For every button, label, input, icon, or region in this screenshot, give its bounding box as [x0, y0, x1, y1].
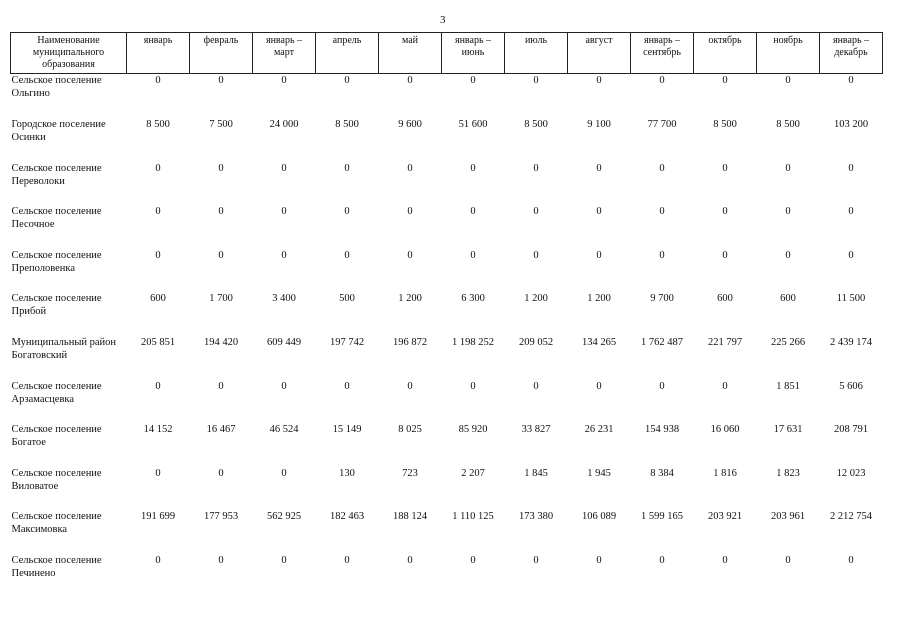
- table-row: [11, 467, 883, 511]
- table-cell-value: 0: [533, 162, 539, 174]
- table-cell-value: 15 149: [332, 424, 362, 436]
- table-cell-value: 0: [281, 467, 287, 479]
- table-cell-value: 0: [218, 206, 224, 218]
- table-cell-value: 0: [659, 75, 665, 86]
- table-cell-value: 6 300: [461, 293, 485, 305]
- table-row: [11, 205, 883, 249]
- table-cell-value: 0: [407, 380, 413, 392]
- table-cell-value: 205 851: [140, 336, 176, 348]
- table-cell-value: 0: [155, 380, 161, 392]
- table-cell-value: 0: [470, 162, 476, 174]
- municipality-name: Сельское поселение Переволоки: [11, 162, 102, 187]
- table-cell-value: 0: [848, 75, 854, 86]
- column-header-month: апрель: [316, 33, 379, 74]
- table-cell-value: 173 380: [518, 511, 554, 523]
- table-cell-value: 8 500: [713, 119, 737, 130]
- table-cell-value: 134 265: [581, 336, 617, 348]
- table-cell-value: 103 200: [833, 119, 869, 130]
- table-cell-value: 0: [407, 162, 413, 174]
- table-cell-value: 0: [659, 206, 665, 218]
- column-header-month: январь: [127, 33, 190, 74]
- table-cell-value: 0: [722, 249, 728, 261]
- municipality-name: Городское поселение Осинки: [11, 119, 106, 143]
- table-cell-value: 0: [155, 467, 161, 479]
- column-header-month: ноябрь: [757, 33, 820, 74]
- table-row: [11, 249, 883, 293]
- table-row: [11, 292, 883, 336]
- table-cell-value: 0: [155, 206, 161, 218]
- table-cell-value: 1 200: [398, 293, 422, 305]
- table-cell-value: 0: [470, 380, 476, 392]
- table-cell-value: 0: [155, 75, 161, 86]
- column-header-month: июль: [505, 33, 568, 74]
- table-cell-value: 0: [344, 249, 350, 261]
- municipality-name: Сельское поселение Богатое: [11, 424, 102, 449]
- table-cell-value: 0: [659, 249, 665, 261]
- table-cell-value: 182 463: [329, 511, 365, 523]
- table-cell-value: 197 742: [329, 336, 365, 348]
- table-cell-value: 0: [470, 249, 476, 261]
- table-cell-value: 0: [281, 249, 287, 261]
- table-cell-value: 194 420: [203, 336, 239, 348]
- table-cell-value: 1 599 165: [641, 511, 683, 523]
- table-cell-value: 0: [722, 162, 728, 174]
- table-cell-value: 12 023: [836, 467, 866, 479]
- table-cell-value: 51 600: [458, 119, 488, 130]
- table-cell-value: 0: [785, 75, 791, 86]
- table-cell-value: 9 100: [587, 119, 611, 130]
- table-cell-value: 7 500: [209, 119, 233, 130]
- table-cell-value: 8 500: [524, 119, 548, 130]
- table-row: [11, 380, 883, 424]
- table-cell-value: 1 816: [713, 467, 737, 479]
- table-cell-value: 609 449: [266, 336, 302, 348]
- table-cell-value: 0: [533, 75, 539, 86]
- table-cell-value: 0: [155, 162, 161, 174]
- table-cell-value: 0: [218, 554, 224, 566]
- table-cell-value: 0: [533, 380, 539, 392]
- table-row: [11, 336, 883, 380]
- table-cell-value: 0: [344, 75, 350, 86]
- table-cell-value: 0: [407, 75, 413, 86]
- table-cell-value: 221 797: [707, 336, 743, 348]
- table-cell-value: 0: [470, 75, 476, 86]
- table-cell-value: 0: [659, 380, 665, 392]
- municipality-name: Сельское поселение Виловатое: [11, 467, 102, 492]
- table-cell-value: 177 953: [203, 511, 239, 523]
- table-cell-value: 24 000: [269, 119, 299, 130]
- table-cell-value: 0: [344, 380, 350, 392]
- table-cell-value: 1 945: [587, 467, 611, 479]
- table-cell-value: 0: [848, 206, 854, 218]
- table-cell-value: 0: [533, 249, 539, 261]
- table-cell-value: 0: [659, 162, 665, 174]
- table-cell-value: 16 467: [206, 424, 236, 436]
- table-cell-value: 0: [596, 554, 602, 566]
- table-cell-value: 154 938: [644, 424, 680, 436]
- table-cell-value: 0: [533, 554, 539, 566]
- table-cell-value: 1 198 252: [452, 336, 494, 348]
- table-cell-value: 0: [218, 249, 224, 261]
- table-cell-value: 8 025: [398, 424, 422, 436]
- table-cell-value: 0: [659, 554, 665, 566]
- table-cell-value: 0: [155, 249, 161, 261]
- table-cell-value: 2 212 754: [830, 511, 872, 523]
- table-cell-value: 0: [218, 467, 224, 479]
- municipality-name: Сельское поселение Печинено: [11, 554, 102, 579]
- table-cell-value: 562 925: [266, 511, 302, 523]
- table-cell-value: 8 500: [335, 119, 359, 130]
- table-cell-value: 8 500: [776, 119, 800, 130]
- table-cell-value: 1 851: [776, 380, 800, 392]
- table-cell-value: 26 231: [584, 424, 614, 436]
- municipality-name: Сельское поселение Прибой: [11, 293, 102, 318]
- table-cell-value: 11 500: [836, 293, 866, 305]
- table-cell-value: 106 089: [581, 511, 617, 523]
- table-cell-value: 0: [407, 206, 413, 218]
- table-cell-value: 600: [717, 293, 733, 305]
- column-header-month: август: [568, 33, 631, 74]
- table-cell-value: 0: [722, 380, 728, 392]
- column-header-month: май: [379, 33, 442, 74]
- table-cell-value: 1 200: [587, 293, 611, 305]
- table-cell-value: 0: [596, 206, 602, 218]
- table-cell-value: 1 845: [524, 467, 548, 479]
- table-cell-value: 17 631: [773, 424, 803, 436]
- table-cell-value: 5 606: [839, 380, 863, 392]
- table-cell-value: 0: [344, 554, 350, 566]
- table-cell-value: 0: [785, 206, 791, 218]
- table-cell-value: 225 266: [770, 336, 806, 348]
- table-cell-value: 209 052: [518, 336, 554, 348]
- table-cell-value: 0: [848, 249, 854, 261]
- table-cell-value: 0: [470, 206, 476, 218]
- column-header-month: январь – июнь: [442, 33, 505, 74]
- municipality-name: Сельское поселение Песочное: [11, 206, 102, 231]
- table-cell-value: 0: [596, 249, 602, 261]
- table-cell-value: 208 791: [833, 424, 869, 436]
- table-cell-value: 0: [722, 206, 728, 218]
- municipality-name: Сельское поселение Арзамасцевка: [11, 380, 102, 405]
- table-cell-value: 0: [218, 380, 224, 392]
- table-cell-value: 0: [848, 162, 854, 174]
- municipality-name: Сельское поселение Ольгино: [11, 75, 102, 99]
- table-cell-value: 500: [339, 293, 355, 305]
- table-cell-value: 0: [596, 162, 602, 174]
- column-header-name: Наименование муниципального образования: [11, 33, 127, 74]
- table-body: [11, 74, 883, 598]
- table-cell-value: 1 110 125: [452, 511, 494, 523]
- table-cell-value: 0: [785, 249, 791, 261]
- column-header-month: январь – сентябрь: [631, 33, 694, 74]
- table-header-row: [11, 33, 883, 74]
- table-cell-value: 723: [402, 467, 418, 479]
- table-cell-value: 0: [218, 75, 224, 86]
- table-cell-value: 0: [281, 380, 287, 392]
- municipality-name: Муниципальный район Богатовский: [11, 336, 117, 361]
- table-cell-value: 600: [150, 293, 166, 305]
- table-cell-value: 1 762 487: [641, 336, 683, 348]
- table-row: [11, 118, 883, 162]
- table-row: [11, 74, 883, 119]
- table-cell-value: 16 060: [710, 424, 740, 436]
- table-cell-value: 77 700: [647, 119, 677, 130]
- table-cell-value: 0: [281, 206, 287, 218]
- table-cell-value: 2 207: [461, 467, 485, 479]
- table-cell-value: 0: [155, 554, 161, 566]
- table-cell-value: 191 699: [140, 511, 176, 523]
- table-cell-value: 0: [281, 75, 287, 86]
- table-cell-value: 1 823: [776, 467, 800, 479]
- table-cell-value: 0: [596, 380, 602, 392]
- table-cell-value: 0: [533, 206, 539, 218]
- table-cell-value: 0: [785, 162, 791, 174]
- column-header-month: январь – март: [253, 33, 316, 74]
- table-cell-value: 0: [596, 75, 602, 86]
- table-cell-value: 600: [780, 293, 796, 305]
- report-table: [10, 32, 883, 598]
- table-cell-value: 188 124: [392, 511, 428, 523]
- column-header-month: январь – декабрь: [820, 33, 883, 74]
- table-cell-value: 33 827: [521, 424, 551, 436]
- table-cell-value: 1 200: [524, 293, 548, 305]
- column-header-month: февраль: [190, 33, 253, 74]
- table-cell-value: 196 872: [392, 336, 428, 348]
- table-cell-value: 203 921: [707, 511, 743, 523]
- table-cell-value: 0: [344, 206, 350, 218]
- column-header-month: октябрь: [694, 33, 757, 74]
- table-cell-value: 1 700: [209, 293, 233, 305]
- table-cell-value: 0: [470, 554, 476, 566]
- table-cell-value: 8 500: [146, 119, 170, 130]
- table-cell-value: 9 600: [398, 119, 422, 130]
- page-number: 3: [440, 14, 446, 26]
- table-cell-value: 2 439 174: [830, 336, 872, 348]
- table-cell-value: 85 920: [458, 424, 488, 436]
- table-cell-value: 46 524: [269, 424, 299, 436]
- table-cell-value: 130: [339, 467, 355, 479]
- table-cell-value: 0: [407, 554, 413, 566]
- table-cell-value: 203 961: [770, 511, 806, 523]
- table-cell-value: 0: [344, 162, 350, 174]
- table-cell-value: 0: [785, 554, 791, 566]
- table-cell-value: 0: [218, 162, 224, 174]
- table-cell-value: 0: [281, 162, 287, 174]
- table-cell-value: 0: [722, 75, 728, 86]
- table-cell-value: 0: [281, 554, 287, 566]
- table-cell-value: 8 384: [650, 467, 674, 479]
- municipality-name: Сельское поселение Преполовенка: [11, 249, 102, 274]
- table-row: [11, 162, 883, 206]
- table-row: [11, 510, 883, 554]
- table-cell-value: 0: [848, 554, 854, 566]
- municipality-name: Сельское поселение Максимовка: [11, 511, 102, 536]
- table-row: [11, 423, 883, 467]
- table-cell-value: 3 400: [272, 293, 296, 305]
- table-cell-value: 14 152: [143, 424, 173, 436]
- table-row: [11, 554, 883, 598]
- table-cell-value: 0: [407, 249, 413, 261]
- table-cell-value: 9 700: [650, 293, 674, 305]
- table-cell-value: 0: [722, 554, 728, 566]
